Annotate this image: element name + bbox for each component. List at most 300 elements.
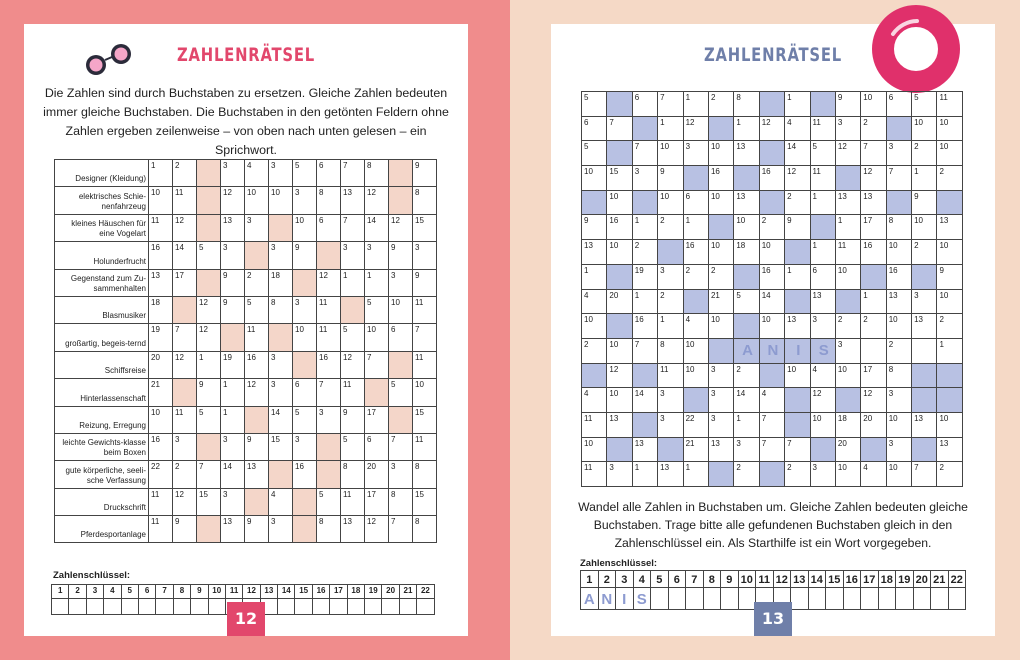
- grid-cell[interactable]: 10: [886, 314, 911, 339]
- grid-cell[interactable]: 13: [886, 289, 911, 314]
- grid-cell[interactable]: 16: [149, 242, 173, 269]
- key-answer-cell[interactable]: [878, 588, 896, 610]
- grid-cell[interactable]: [317, 242, 341, 269]
- grid-cell[interactable]: 11: [937, 92, 962, 117]
- grid-cell[interactable]: [835, 166, 860, 191]
- grid-cell[interactable]: 1: [658, 314, 683, 339]
- grid-cell[interactable]: 16: [708, 166, 733, 191]
- grid-cell[interactable]: 11: [173, 406, 197, 433]
- grid-cell[interactable]: 15: [413, 488, 437, 515]
- key-answer-cell[interactable]: [52, 599, 69, 615]
- grid-cell[interactable]: 12: [197, 296, 221, 323]
- grid-cell[interactable]: 13: [734, 141, 759, 166]
- grid-cell[interactable]: 16: [245, 351, 269, 378]
- grid-cell[interactable]: 11: [149, 488, 173, 515]
- grid-cell[interactable]: 14: [632, 388, 657, 413]
- grid-cell[interactable]: 13: [658, 462, 683, 487]
- grid-cell[interactable]: [810, 437, 835, 462]
- grid-cell[interactable]: 12: [389, 214, 413, 241]
- grid-cell[interactable]: 5: [341, 433, 365, 460]
- grid-cell[interactable]: 14: [221, 461, 245, 488]
- grid-cell[interactable]: 4: [759, 388, 784, 413]
- grid-cell[interactable]: 5: [245, 296, 269, 323]
- grid-cell[interactable]: 19: [149, 324, 173, 351]
- grid-cell[interactable]: 10: [810, 412, 835, 437]
- grid-cell[interactable]: 7: [632, 141, 657, 166]
- grid-cell[interactable]: 17: [173, 269, 197, 296]
- grid-cell[interactable]: 13: [341, 516, 365, 543]
- grid-cell[interactable]: 1: [658, 116, 683, 141]
- grid-cell[interactable]: 3: [389, 461, 413, 488]
- key-answer-cell[interactable]: [312, 599, 329, 615]
- grid-cell[interactable]: 7: [632, 338, 657, 363]
- grid-cell[interactable]: [582, 363, 607, 388]
- grid-cell[interactable]: 17: [365, 488, 389, 515]
- grid-cell[interactable]: 3: [810, 314, 835, 339]
- grid-cell[interactable]: 7: [413, 324, 437, 351]
- grid-cell[interactable]: 2: [937, 166, 962, 191]
- grid-cell[interactable]: 11: [317, 324, 341, 351]
- grid-cell[interactable]: 8: [413, 187, 437, 214]
- grid-cell[interactable]: 13: [632, 437, 657, 462]
- grid-cell[interactable]: [886, 116, 911, 141]
- grid-cell[interactable]: 3: [632, 166, 657, 191]
- grid-cell[interactable]: 11: [341, 379, 365, 406]
- grid-cell[interactable]: 2: [173, 461, 197, 488]
- grid-cell[interactable]: 15: [413, 214, 437, 241]
- grid-cell[interactable]: 3: [835, 338, 860, 363]
- grid-cell[interactable]: 3: [886, 437, 911, 462]
- grid-cell[interactable]: 12: [365, 516, 389, 543]
- grid-cell[interactable]: 22: [149, 461, 173, 488]
- grid-cell[interactable]: 9: [835, 92, 860, 117]
- grid-cell[interactable]: 1: [734, 116, 759, 141]
- grid-cell[interactable]: 3: [221, 242, 245, 269]
- key-answer-cell[interactable]: [686, 588, 704, 610]
- grid-cell[interactable]: 17: [861, 215, 886, 240]
- grid-cell[interactable]: 10: [582, 166, 607, 191]
- key-answer-cell[interactable]: [191, 599, 208, 615]
- grid-cell[interactable]: 6: [389, 324, 413, 351]
- grid-cell[interactable]: 3: [389, 269, 413, 296]
- grid-cell[interactable]: 6: [886, 92, 911, 117]
- key-answer-cell[interactable]: [382, 599, 399, 615]
- grid-cell[interactable]: 13: [582, 240, 607, 265]
- grid-cell[interactable]: 9: [937, 264, 962, 289]
- key-answer-cell[interactable]: [399, 599, 416, 615]
- grid-cell[interactable]: 13: [912, 412, 937, 437]
- grid-cell[interactable]: 2: [658, 215, 683, 240]
- grid-cell[interactable]: 3: [221, 488, 245, 515]
- grid-cell[interactable]: 18: [835, 412, 860, 437]
- grid-cell[interactable]: 10: [582, 437, 607, 462]
- grid-cell[interactable]: [734, 338, 759, 363]
- grid-cell[interactable]: [197, 433, 221, 460]
- grid-cell[interactable]: 16: [683, 240, 708, 265]
- grid-cell[interactable]: 10: [708, 141, 733, 166]
- grid-cell[interactable]: [785, 412, 810, 437]
- grid-cell[interactable]: [389, 187, 413, 214]
- grid-cell[interactable]: 4: [582, 289, 607, 314]
- grid-cell[interactable]: 2: [658, 289, 683, 314]
- grid-cell[interactable]: 10: [293, 214, 317, 241]
- grid-cell[interactable]: 9: [785, 215, 810, 240]
- grid-cell[interactable]: [632, 190, 657, 215]
- grid-cell[interactable]: 1: [785, 92, 810, 117]
- grid-cell[interactable]: 9: [221, 296, 245, 323]
- grid-cell[interactable]: 1: [341, 269, 365, 296]
- grid-cell[interactable]: 7: [341, 160, 365, 187]
- grid-cell[interactable]: 15: [607, 166, 632, 191]
- grid-cell[interactable]: 11: [149, 214, 173, 241]
- grid-cell[interactable]: [759, 141, 784, 166]
- grid-cell[interactable]: 10: [607, 240, 632, 265]
- grid-cell[interactable]: 8: [413, 516, 437, 543]
- grid-cell[interactable]: 11: [317, 296, 341, 323]
- grid-cell[interactable]: 14: [173, 242, 197, 269]
- grid-cell[interactable]: 11: [413, 351, 437, 378]
- grid-cell[interactable]: 7: [173, 324, 197, 351]
- grid-cell[interactable]: 9: [582, 215, 607, 240]
- grid-cell[interactable]: 13: [149, 269, 173, 296]
- grid-cell[interactable]: [632, 363, 657, 388]
- grid-cell[interactable]: 4: [582, 388, 607, 413]
- grid-cell[interactable]: 12: [683, 116, 708, 141]
- key-answer-cell[interactable]: [156, 599, 173, 615]
- grid-cell[interactable]: 10: [269, 187, 293, 214]
- grid-cell[interactable]: [389, 160, 413, 187]
- grid-cell[interactable]: 5: [582, 141, 607, 166]
- grid-cell[interactable]: 3: [269, 242, 293, 269]
- grid-cell[interactable]: 10: [708, 190, 733, 215]
- grid-cell[interactable]: 9: [413, 160, 437, 187]
- grid-cell[interactable]: 2: [912, 240, 937, 265]
- grid-cell[interactable]: 12: [365, 187, 389, 214]
- grid-cell[interactable]: 7: [861, 141, 886, 166]
- grid-cell[interactable]: 14: [759, 289, 784, 314]
- grid-cell[interactable]: 10: [708, 314, 733, 339]
- grid-cell[interactable]: 1: [365, 269, 389, 296]
- key-answer-cell[interactable]: [417, 599, 434, 615]
- grid-cell[interactable]: 8: [269, 296, 293, 323]
- grid-cell[interactable]: 9: [221, 269, 245, 296]
- grid-cell[interactable]: 10: [708, 240, 733, 265]
- grid-cell[interactable]: 7: [658, 92, 683, 117]
- grid-cell[interactable]: [912, 264, 937, 289]
- grid-cell[interactable]: 14: [734, 388, 759, 413]
- grid-cell[interactable]: 19: [221, 351, 245, 378]
- grid-cell[interactable]: 2: [245, 269, 269, 296]
- grid-cell[interactable]: 16: [861, 240, 886, 265]
- grid-cell[interactable]: 10: [835, 264, 860, 289]
- grid-cell[interactable]: 10: [937, 412, 962, 437]
- grid-cell[interactable]: [197, 160, 221, 187]
- grid-cell[interactable]: 12: [607, 363, 632, 388]
- grid-cell[interactable]: 10: [835, 462, 860, 487]
- grid-cell[interactable]: 3: [293, 296, 317, 323]
- grid-cell[interactable]: 13: [835, 190, 860, 215]
- grid-cell[interactable]: 1: [785, 264, 810, 289]
- grid-cell[interactable]: 13: [937, 215, 962, 240]
- grid-cell[interactable]: [810, 338, 835, 363]
- grid-cell[interactable]: 12: [197, 324, 221, 351]
- grid-cell[interactable]: 10: [937, 116, 962, 141]
- key-answer-cell[interactable]: [931, 588, 949, 610]
- grid-cell[interactable]: 10: [658, 190, 683, 215]
- grid-cell[interactable]: [759, 363, 784, 388]
- grid-cell[interactable]: 3: [734, 437, 759, 462]
- grid-cell[interactable]: 10: [293, 324, 317, 351]
- grid-cell[interactable]: 5: [197, 242, 221, 269]
- grid-cell[interactable]: [221, 324, 245, 351]
- grid-cell[interactable]: 11: [810, 116, 835, 141]
- grid-cell[interactable]: [269, 214, 293, 241]
- grid-cell[interactable]: [708, 338, 733, 363]
- grid-cell[interactable]: [173, 379, 197, 406]
- grid-cell[interactable]: 16: [759, 264, 784, 289]
- grid-cell[interactable]: 18: [149, 296, 173, 323]
- grid-cell[interactable]: 1: [582, 264, 607, 289]
- grid-cell[interactable]: 3: [658, 388, 683, 413]
- grid-cell[interactable]: 10: [582, 314, 607, 339]
- grid-cell[interactable]: 1: [861, 289, 886, 314]
- grid-cell[interactable]: 1: [632, 215, 657, 240]
- grid-cell[interactable]: 12: [785, 166, 810, 191]
- grid-cell[interactable]: [912, 437, 937, 462]
- grid-cell[interactable]: 2: [785, 462, 810, 487]
- grid-cell[interactable]: [759, 92, 784, 117]
- key-answer-cell[interactable]: [347, 599, 364, 615]
- grid-cell[interactable]: 2: [173, 160, 197, 187]
- grid-cell[interactable]: 10: [607, 190, 632, 215]
- grid-cell[interactable]: 14: [269, 406, 293, 433]
- grid-cell[interactable]: [759, 338, 784, 363]
- key-answer-cell[interactable]: [668, 588, 686, 610]
- grid-cell[interactable]: 10: [734, 215, 759, 240]
- grid-cell[interactable]: [912, 388, 937, 413]
- grid-cell[interactable]: 7: [389, 433, 413, 460]
- grid-cell[interactable]: 12: [245, 379, 269, 406]
- grid-cell[interactable]: [582, 190, 607, 215]
- grid-cell[interactable]: 2: [835, 314, 860, 339]
- grid-cell[interactable]: [759, 462, 784, 487]
- grid-cell[interactable]: [389, 351, 413, 378]
- grid-cell[interactable]: 4: [683, 314, 708, 339]
- grid-cell[interactable]: [197, 269, 221, 296]
- grid-cell[interactable]: 3: [683, 141, 708, 166]
- grid-cell[interactable]: 1: [149, 160, 173, 187]
- key-answer-cell[interactable]: N: [598, 588, 616, 610]
- grid-cell[interactable]: 13: [708, 437, 733, 462]
- key-answer-cell[interactable]: [104, 599, 121, 615]
- grid-cell[interactable]: 17: [365, 406, 389, 433]
- grid-cell[interactable]: 10: [912, 116, 937, 141]
- grid-cell[interactable]: 5: [341, 324, 365, 351]
- grid-cell[interactable]: 1: [683, 92, 708, 117]
- grid-cell[interactable]: 3: [413, 242, 437, 269]
- grid-cell[interactable]: 10: [759, 240, 784, 265]
- grid-cell[interactable]: 13: [785, 314, 810, 339]
- grid-cell[interactable]: 10: [389, 296, 413, 323]
- grid-cell[interactable]: 16: [149, 433, 173, 460]
- grid-cell[interactable]: 7: [341, 214, 365, 241]
- grid-cell[interactable]: 5: [293, 160, 317, 187]
- grid-cell[interactable]: 6: [632, 92, 657, 117]
- grid-cell[interactable]: 10: [683, 338, 708, 363]
- grid-cell[interactable]: [708, 215, 733, 240]
- grid-cell[interactable]: 10: [886, 412, 911, 437]
- grid-cell[interactable]: 16: [317, 351, 341, 378]
- grid-cell[interactable]: 10: [607, 388, 632, 413]
- grid-cell[interactable]: 10: [658, 141, 683, 166]
- grid-cell[interactable]: [607, 314, 632, 339]
- grid-cell[interactable]: [293, 488, 317, 515]
- grid-cell[interactable]: 17: [861, 363, 886, 388]
- grid-cell[interactable]: 10: [937, 289, 962, 314]
- grid-cell[interactable]: [607, 92, 632, 117]
- grid-cell[interactable]: [293, 516, 317, 543]
- grid-cell[interactable]: 10: [607, 338, 632, 363]
- grid-cell[interactable]: [861, 437, 886, 462]
- grid-cell[interactable]: 11: [810, 166, 835, 191]
- grid-cell[interactable]: 3: [886, 141, 911, 166]
- grid-cell[interactable]: 1: [221, 379, 245, 406]
- grid-cell[interactable]: 11: [149, 516, 173, 543]
- grid-cell[interactable]: [607, 264, 632, 289]
- grid-cell[interactable]: 1: [632, 462, 657, 487]
- grid-cell[interactable]: 8: [365, 160, 389, 187]
- grid-cell[interactable]: [708, 116, 733, 141]
- grid-cell[interactable]: 8: [734, 92, 759, 117]
- grid-cell[interactable]: 2: [861, 314, 886, 339]
- grid-cell[interactable]: 5: [293, 406, 317, 433]
- grid-cell[interactable]: 7: [197, 461, 221, 488]
- grid-cell[interactable]: 10: [245, 187, 269, 214]
- grid-cell[interactable]: 3: [173, 433, 197, 460]
- key-answer-cell[interactable]: [738, 588, 756, 610]
- grid-cell[interactable]: 6: [810, 264, 835, 289]
- grid-cell[interactable]: [683, 388, 708, 413]
- grid-cell[interactable]: 3: [658, 412, 683, 437]
- grid-cell[interactable]: [912, 338, 937, 363]
- key-answer-cell[interactable]: S: [633, 588, 651, 610]
- grid-cell[interactable]: 13: [221, 516, 245, 543]
- grid-cell[interactable]: 13: [937, 437, 962, 462]
- grid-cell[interactable]: 3: [221, 433, 245, 460]
- grid-cell[interactable]: 2: [582, 338, 607, 363]
- grid-cell[interactable]: 2: [708, 264, 733, 289]
- grid-cell[interactable]: 8: [389, 488, 413, 515]
- grid-cell[interactable]: 3: [835, 116, 860, 141]
- key-answer-cell[interactable]: [791, 588, 809, 610]
- grid-cell[interactable]: [269, 461, 293, 488]
- grid-cell[interactable]: 3: [269, 351, 293, 378]
- grid-cell[interactable]: [269, 324, 293, 351]
- grid-cell[interactable]: 2: [734, 363, 759, 388]
- grid-cell[interactable]: 2: [632, 240, 657, 265]
- grid-cell[interactable]: 6: [683, 190, 708, 215]
- grid-cell[interactable]: [197, 214, 221, 241]
- grid-cell[interactable]: [734, 314, 759, 339]
- grid-cell[interactable]: 16: [759, 166, 784, 191]
- grid-cell[interactable]: 2: [937, 462, 962, 487]
- grid-cell[interactable]: 15: [413, 406, 437, 433]
- grid-cell[interactable]: [607, 437, 632, 462]
- grid-cell[interactable]: 10: [413, 379, 437, 406]
- grid-cell[interactable]: 1: [734, 412, 759, 437]
- key-answer-cell[interactable]: [278, 599, 295, 615]
- grid-cell[interactable]: 16: [632, 314, 657, 339]
- grid-cell[interactable]: 20: [861, 412, 886, 437]
- grid-cell[interactable]: [835, 289, 860, 314]
- key-answer-cell[interactable]: [86, 599, 103, 615]
- key-answer-cell[interactable]: [703, 588, 721, 610]
- grid-cell[interactable]: 12: [317, 269, 341, 296]
- grid-cell[interactable]: [607, 141, 632, 166]
- grid-cell[interactable]: 21: [683, 437, 708, 462]
- grid-cell[interactable]: 10: [149, 406, 173, 433]
- grid-cell[interactable]: [861, 338, 886, 363]
- grid-cell[interactable]: [683, 166, 708, 191]
- grid-cell[interactable]: 2: [886, 338, 911, 363]
- grid-cell[interactable]: 6: [365, 433, 389, 460]
- grid-cell[interactable]: [658, 437, 683, 462]
- grid-cell[interactable]: 7: [365, 351, 389, 378]
- key-answer-cell[interactable]: [295, 599, 312, 615]
- grid-cell[interactable]: 3: [293, 187, 317, 214]
- grid-cell[interactable]: 3: [708, 363, 733, 388]
- grid-cell[interactable]: 7: [759, 437, 784, 462]
- grid-cell[interactable]: 10: [861, 92, 886, 117]
- grid-cell[interactable]: 1: [683, 462, 708, 487]
- grid-cell[interactable]: 11: [341, 488, 365, 515]
- grid-cell[interactable]: 11: [835, 240, 860, 265]
- grid-cell[interactable]: 5: [365, 296, 389, 323]
- grid-cell[interactable]: 7: [759, 412, 784, 437]
- grid-cell[interactable]: [197, 187, 221, 214]
- grid-cell[interactable]: 13: [861, 190, 886, 215]
- key-answer-cell[interactable]: [365, 599, 382, 615]
- grid-cell[interactable]: 9: [293, 242, 317, 269]
- grid-cell[interactable]: 3: [708, 412, 733, 437]
- grid-cell[interactable]: 16: [886, 264, 911, 289]
- grid-cell[interactable]: 2: [683, 264, 708, 289]
- grid-cell[interactable]: 9: [389, 242, 413, 269]
- grid-cell[interactable]: 10: [683, 363, 708, 388]
- grid-cell[interactable]: 5: [582, 92, 607, 117]
- grid-cell[interactable]: 12: [173, 488, 197, 515]
- grid-cell[interactable]: 7: [886, 166, 911, 191]
- grid-cell[interactable]: 12: [221, 187, 245, 214]
- grid-cell[interactable]: 4: [269, 488, 293, 515]
- key-answer-cell[interactable]: [843, 588, 861, 610]
- grid-cell[interactable]: 7: [607, 116, 632, 141]
- grid-cell[interactable]: 3: [341, 242, 365, 269]
- key-answer-cell[interactable]: [808, 588, 826, 610]
- grid-cell[interactable]: 1: [221, 406, 245, 433]
- grid-cell[interactable]: [317, 461, 341, 488]
- grid-cell[interactable]: 13: [341, 187, 365, 214]
- grid-cell[interactable]: 10: [785, 363, 810, 388]
- grid-cell[interactable]: 13: [245, 461, 269, 488]
- grid-cell[interactable]: 6: [582, 116, 607, 141]
- grid-cell[interactable]: 12: [810, 388, 835, 413]
- grid-cell[interactable]: 11: [658, 363, 683, 388]
- key-answer-cell[interactable]: [208, 599, 225, 615]
- grid-cell[interactable]: 9: [912, 190, 937, 215]
- grid-cell[interactable]: 9: [173, 516, 197, 543]
- grid-cell[interactable]: 3: [317, 406, 341, 433]
